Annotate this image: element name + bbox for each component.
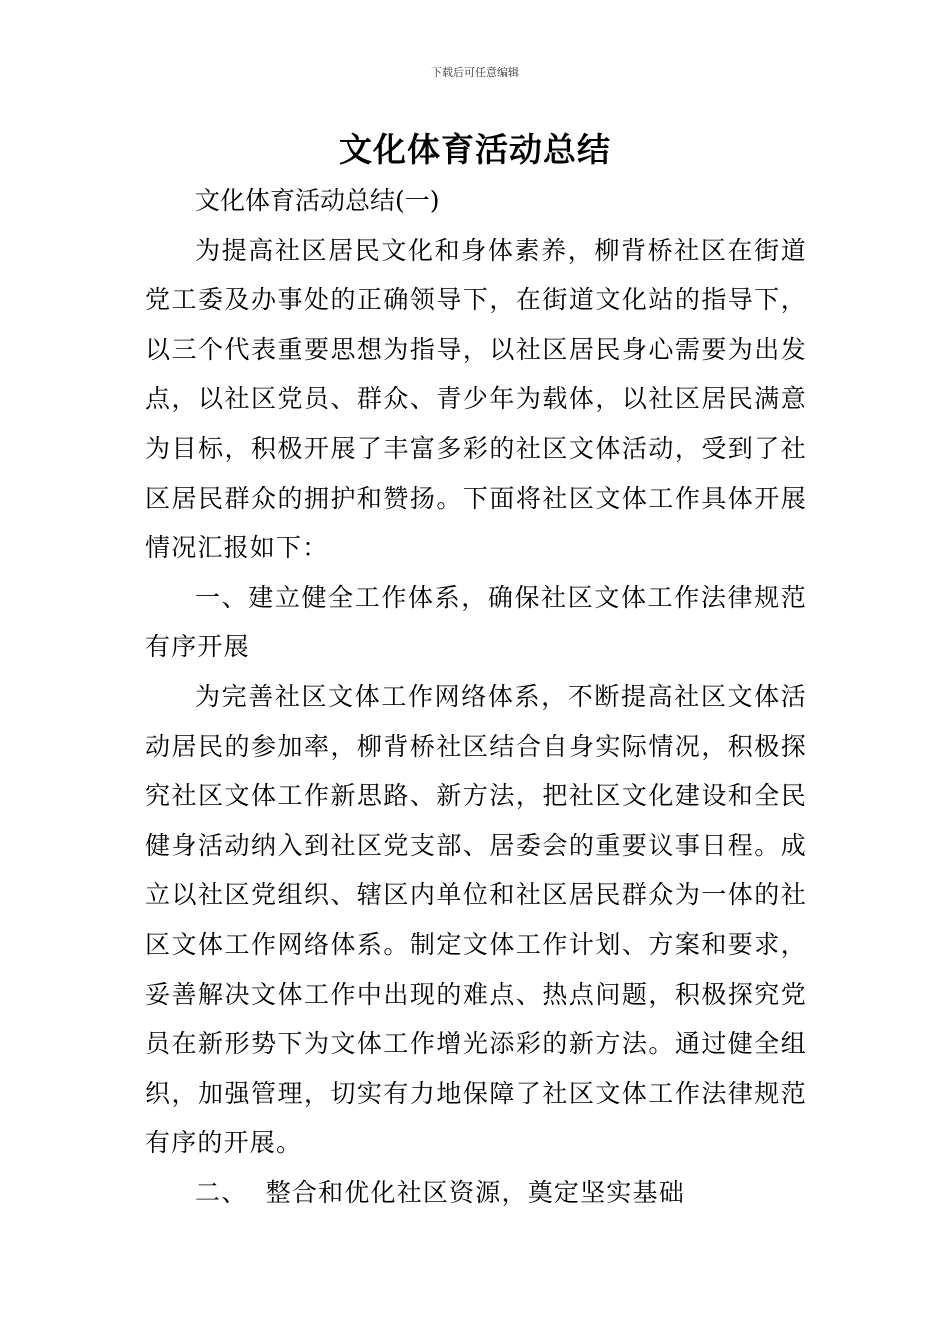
paragraph-section-1: 为完善社区文体工作网络体系，不断提高社区文体活动居民的参加率，柳背桥社区结合自身实际情况，积极探究社区文体工作新思路、新方法，把社区文化建设和全民健身活动纳入到社区党支部、居委会的重要议事日程。成立以社区党组织、辖区内单位和社区居民群众为一体的社区文体工作网络体系。制定文体工作计划、方案和要求，妥善解决文体工作中出现的难点、热点问题，积极探究党员在新形势下为文体工作增光添彩的新方法。通过健全组织，加强管理，切实有力地保障了社区文体工作法律规范有序的开展。 [145,681,807,1158]
header-note: 下载后可任意编辑 [431,66,519,79]
document-title: 文化体育活动总结 [339,130,611,169]
document-body [145,176,807,1217]
section-heading-2: 二、 整合和优化社区资源，奠定坚实基础 [195,1177,685,1207]
document-subtitle: 文化体育活动总结(一) [195,186,440,215]
section-heading-1: 一、建立健全工作体系，确保社区文体工作法律规范有序开展 [145,582,807,662]
paragraph-intro: 为提高社区居民文化和身体素养，柳背桥社区在街道党工委及办事处的正确领导下，在街道文化站的指导下，以三个代表重要思想为指导，以社区居民身心需要为出发点，以社区党员、群众、青少年为载体，以社区居民满意为目标，积极开展了丰富多彩的社区文体活动，受到了社区居民群众的拥护和赞扬。下面将社区文体工作具体开展情况汇报如下： [145,235,807,563]
